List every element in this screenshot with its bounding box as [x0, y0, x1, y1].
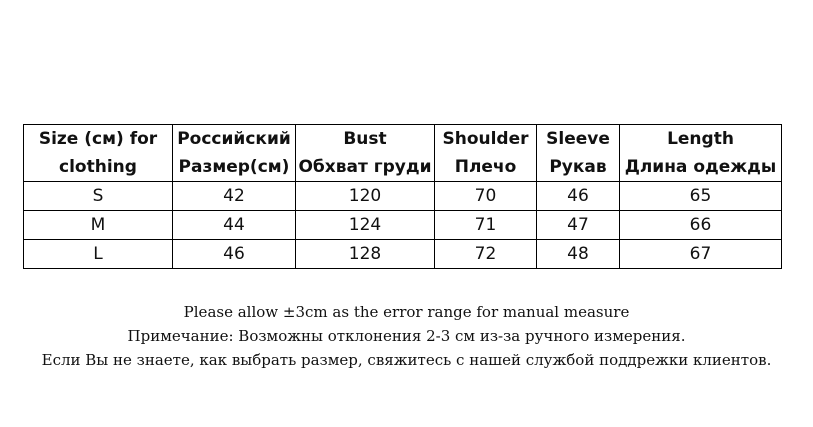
- header-length: [620, 125, 782, 182]
- cell-russian-size: 46: [173, 240, 296, 269]
- header-length-line1: Length: [667, 129, 734, 149]
- header-bust-line1: Bust: [343, 129, 387, 149]
- header-length-line2: Длина одежды: [624, 157, 777, 177]
- cell-size: S: [24, 182, 173, 211]
- header-size-line2: clothing: [59, 157, 137, 177]
- note-contact-support-ru: Если Вы не знаете, как выбрать размер, свяжитесь с нашей службой поддрежки клиентов.: [41, 351, 772, 369]
- header-russian-size: [173, 125, 296, 182]
- size-chart-table: [23, 124, 782, 269]
- cell-length: 65: [620, 182, 782, 211]
- cell-size: L: [24, 240, 173, 269]
- header-russian-size-line2: Размер(см): [178, 157, 290, 177]
- header-size-line1: Size (см) for: [38, 129, 158, 149]
- table-row: [24, 240, 782, 269]
- header-russian-size-line1: Российский: [177, 129, 291, 149]
- cell-shoulder: 71: [435, 211, 537, 240]
- table-row: [24, 182, 782, 211]
- cell-length: 67: [620, 240, 782, 269]
- header-shoulder-line2: Плечо: [454, 157, 517, 177]
- cell-russian-size: 44: [173, 211, 296, 240]
- header-shoulder-line1: Shoulder: [442, 129, 529, 149]
- header-sleeve: [537, 125, 620, 182]
- header-bust: [296, 125, 435, 182]
- header-size: [24, 125, 173, 182]
- cell-bust: 124: [296, 211, 435, 240]
- table-header-row: [24, 125, 782, 182]
- cell-size: M: [24, 211, 173, 240]
- header-sleeve-line1: Sleeve: [546, 129, 610, 149]
- cell-sleeve: 48: [537, 240, 620, 269]
- cell-shoulder: 70: [435, 182, 537, 211]
- cell-shoulder: 72: [435, 240, 537, 269]
- header-bust-line2: Обхват груди: [298, 157, 432, 177]
- cell-sleeve: 47: [537, 211, 620, 240]
- cell-bust: 128: [296, 240, 435, 269]
- note-error-range-en: Please allow ±3cm as the error range for manual measure: [183, 303, 630, 321]
- header-shoulder: [435, 125, 537, 182]
- measurement-notes: [0, 300, 813, 372]
- cell-length: 66: [620, 211, 782, 240]
- header-sleeve-line2: Рукав: [549, 157, 607, 177]
- cell-russian-size: 42: [173, 182, 296, 211]
- note-error-range-ru: Примечание: Возможны отклонения 2-3 см из-за ручного измерения.: [127, 327, 686, 345]
- cell-bust: 120: [296, 182, 435, 211]
- cell-sleeve: 46: [537, 182, 620, 211]
- table-row: [24, 211, 782, 240]
